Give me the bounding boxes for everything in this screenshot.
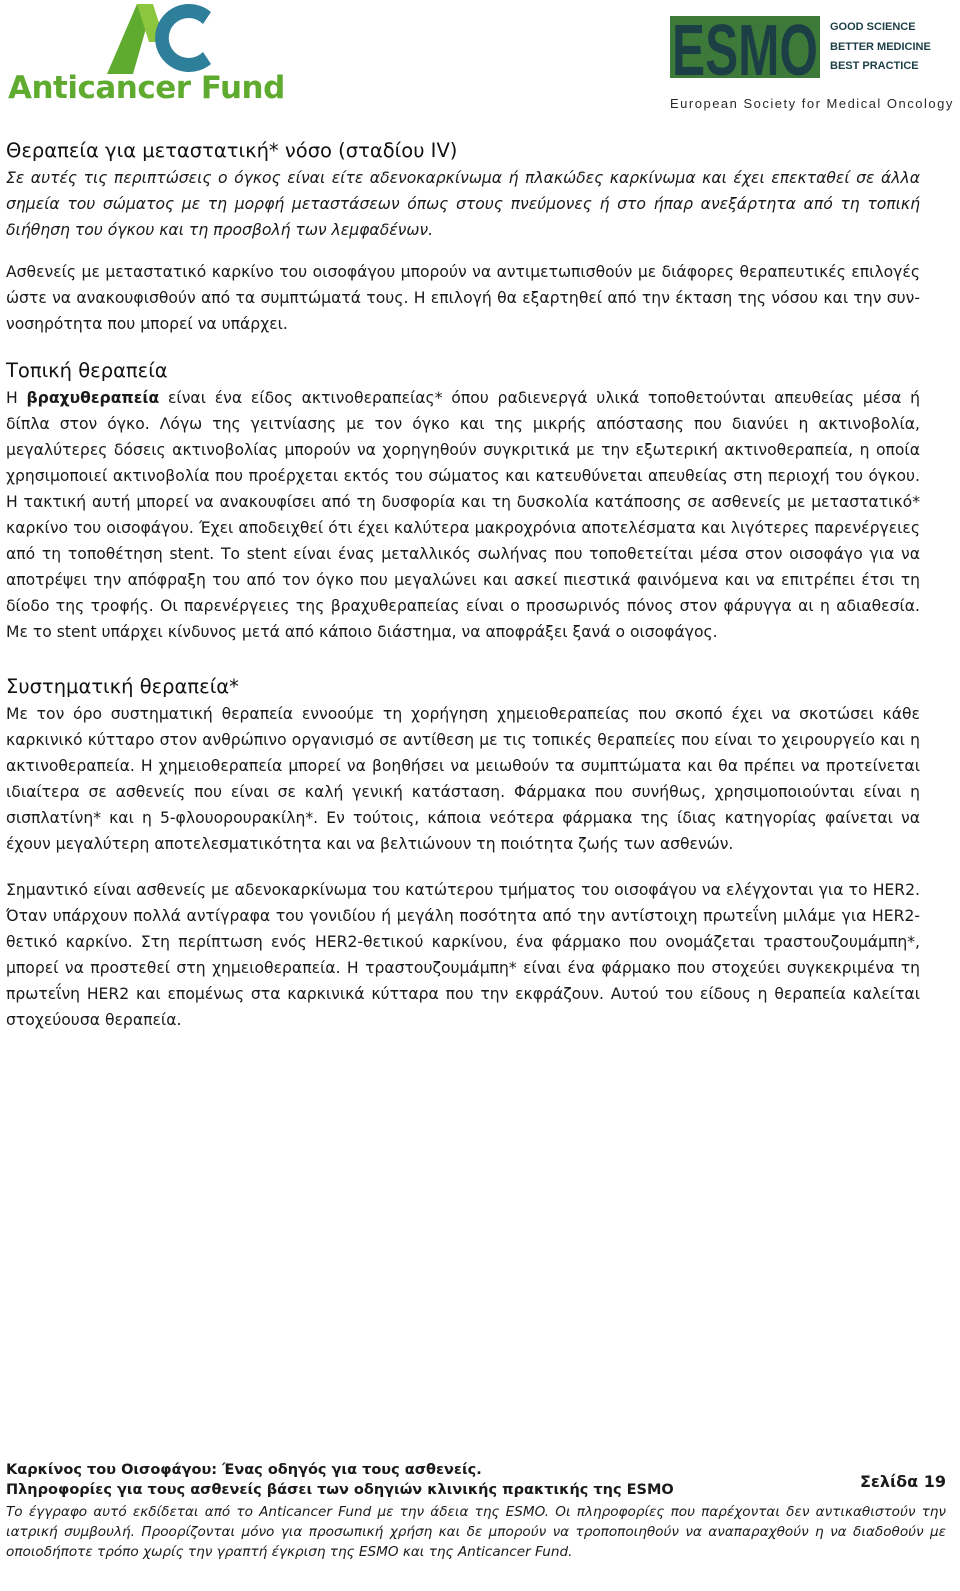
main-content: [6, 137, 920, 1033]
esmo-tagline-line: GOOD SCIENCE: [830, 21, 916, 33]
section-title-metastatic: Θεραπεία για μεταστατική* νόσο (σταδίου IV): [6, 139, 458, 162]
esmo-tagline: [830, 18, 931, 77]
anticancer-fund-logo-mark-icon: [103, 2, 213, 74]
esmo-logo-text: ESMO: [672, 12, 818, 82]
page-header: [0, 0, 960, 120]
local-therapy-paragraph: [6, 385, 920, 645]
section-title-local: Τοπική θεραπεία: [6, 359, 168, 382]
systemic-paragraph-1: Με τον όρο συστηματική θεραπεία εννοούμε τη χορήγηση χημειοθεραπείας που σκοπό έχει να σκοτώσει κάθε καρκινικό κύτταρο στον ανθρώπινο οργανισμό σε αντίθεση με τις τοπικές θεραπείες που είναι το χειρουργείο και η ακτινοθεραπεία. Η χημειοθεραπεία μπορεί να βοηθήσει να μειωθούν τα συμπτώματα και θα πρέπει να προτείνεται ιδιαίτερα σε ασθενείς που είναι σε καλή γενική κατάσταση. Φάρμακα που συνήθως, χρησιμοποιούνται είναι η σισπλατίνη* και η 5-φλουορουρακίλη*. Εν τούτοις, κάποια νεότερα φάρμακα της ίδιας κατηγορίας φαίνεται να έχουν μεγαλύτερη αποτελεσματικότητα και να βελτιώνουν τη ποιότητα ζωής των ασθενών.: [6, 705, 920, 853]
brachytherapy-term: βραχυθεραπεία: [26, 389, 160, 407]
anticancer-fund-logo-text: Anticancer Fund: [8, 70, 285, 106]
local-para-rest: είναι ένα είδος ακτινοθεραπείας* όπου ραδιενεργά υλικά τοποθετούνται απευθείας μέσα ή δίπλα στον όγκο. Λόγω της γειτνίασης με τον όγκο και της μικρής απόστασης που διανύει η ακτινοβολία, μεγαλύτερες δόσεις ακτινοβολίας μπορούν να χορηγηθούν συγκριτικά με την εξωτερική ακτινοθεραπεία, η οποία χρησιμοποιεί ακτινοβολία που προέρχεται εκτός του σώματος και κατευθύνεται απευθείας στη περιοχή του όγκου. Η τακτική αυτή μπορεί να ανακουφίσει από τη δυσφορία και τη δυσκολία κατάποσης σε ασθενείς με μεταστατικό* καρκίνο του οισοφάγου. Έχει αποδειχθεί ότι έχει καλύτερα μακροχρόνια αποτελέσματα και λιγότερες παρενέργειες από τη τοποθέτηση stent. Το stent είναι ένας μεταλλικός σωλήνας που τοποθετείται μέσα στον οισοφάγο για να αποτρέψει την απόφραξη του από τον όγκο που μεγαλώνει και ασκεί πιεστικά φαινόμενα και να επιτρέπει έτσι τη δίοδο της τροφής. Οι παρενέργειες της βραχυθεραπείας είναι ο προσωρινός πόνος στον φάρυγγα αι η αδιαθεσία. Με το stent υπάρχει κίνδυνος μετά από κάποιο διάστημα, να αποφράξει ξανά ο οισοφάγος.: [6, 389, 921, 641]
esmo-tagline-line: BEST PRACTICE: [830, 60, 919, 72]
esmo-logo: [670, 8, 954, 116]
local-para-start: Η: [6, 389, 27, 407]
esmo-subtitle: European Society for Medical Oncology: [670, 96, 954, 111]
metastatic-intro: Σε αυτές τις περιπτώσεις ο όγκος είναι είτε αδενοκαρκίνωμα ή πλακώδες καρκίνωμα και έχει επεκταθεί σε άλλα σημεία του σώματος με τη μορφή μεταστάσεων όπως στους πνεύμονες ή στο ήπαρ ανεξάρτητα από τη τοπική διήθηση του όγκου και τη προσβολή των λεμφαδένων.: [6, 169, 920, 239]
page-footer: [6, 1460, 946, 1562]
anticancer-fund-logo: [8, 2, 308, 106]
footer-guide-title: Καρκίνος του Οισοφάγου: Ένας οδηγός για τους ασθενείς.: [6, 1462, 482, 1478]
metastatic-paragraph: Ασθενείς με μεταστατικό καρκίνο του οισοφάγου μπορούν να αντιμετωπισθούν με διάφορες θεραπευτικές επιλογές ώστε να ανακουφισθούν από τα συμπτώματά τους. Η επιλογή θα εξαρτηθεί από την έκταση της νόσου και την συν-νοσηρότητα που μπορεί να υπάρχει.: [6, 263, 920, 333]
systemic-paragraph-2: Σημαντικό είναι ασθενείς με αδενοκαρκίνωμα του κατώτερου τμήματος του οισοφάγου να ελέγχονται για το HER2. Όταν υπάρχουν πολλά αντίγραφα του γονιδίου ή μεγάλη ποσότητα από την αντίστοιχη πρωτεΐνη μιλάμε για HER2- θετικό καρκίνο. Στη περίπτωση ενός HER2-θετικού καρκίνου, ένα φάρμακο που ονομάζεται τραστουζουμάμπη*, μπορεί να προστεθεί στη χημειοθεραπεία. Η τραστουζουμάμπη* είναι ένα φάρμακο που στοχεύει συγκεκριμένα τη πρωτεΐνη HER2 και επομένως στα καρκινικά κύτταρα που την εκφράζουν. Αυτού του είδους η θεραπεία καλείται στοχεύουσα θεραπεία.: [6, 881, 920, 1029]
esmo-logo-mark-icon: [670, 12, 820, 82]
esmo-tagline-line: BETTER MEDICINE: [830, 40, 931, 53]
section-title-systemic: Συστηματική θεραπεία*: [6, 675, 239, 698]
footer-guide-subtitle: Πληροφορίες για τους ασθενείς βάσει των οδηγιών κλινικής πρακτικής της ESMO: [6, 1482, 674, 1498]
page-number: Σελίδα 19: [859, 1472, 946, 1491]
footer-disclaimer: Το έγγραφο αυτό εκδίδεται από το Anticancer Fund με την άδεια της ESMO. Οι πληροφορίες που παρέχονται δεν αντικαθιστούν την ιατρική συμβουλή. Προορίζονται μόνο για προσωπική χρήση και δε μπορούν να τροποποιηθούν να αναπαραχθούν η να διαδοθούν με οποιοδήποτε τρόπο χωρίς την γραπτή έγκριση της ESMO και της Anticancer Fund.: [6, 1504, 946, 1560]
